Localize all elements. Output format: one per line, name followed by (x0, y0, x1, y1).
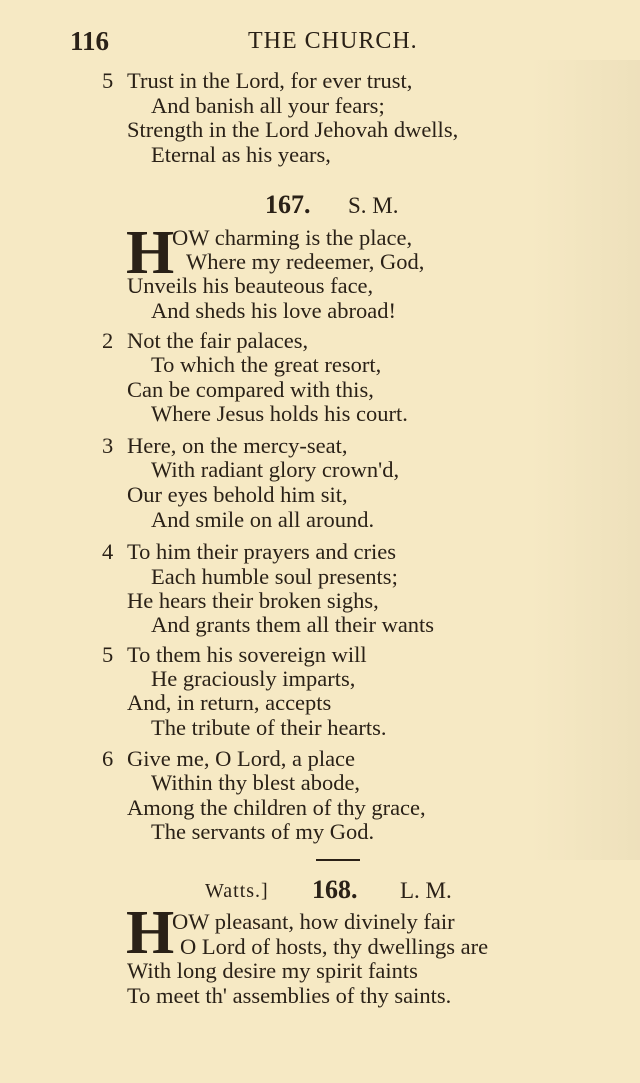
page-bleed-shadow (530, 60, 640, 860)
drop-cap: H (126, 899, 175, 967)
verse-line: And banish all your fears; (151, 93, 385, 118)
drop-cap: H (126, 219, 175, 287)
verse-line: OW charming is the place, (172, 225, 413, 250)
verse-line: Here, on the mercy-seat, (127, 433, 348, 458)
hymn-number: 168. (312, 875, 358, 904)
verse-line: Within thy blest abode, (151, 770, 361, 795)
verse-line: With long desire my spirit faints (127, 958, 418, 983)
verse-line: And, in return, accepts (127, 690, 332, 715)
verse-line: Where Jesus holds his court. (151, 401, 408, 426)
verse-line: The servants of my God. (151, 819, 375, 844)
verse-line: Strength in the Lord Jehovah dwells, (127, 117, 459, 142)
verse-line: Among the children of thy grace, (127, 795, 426, 820)
verse-line: And smile on all around. (151, 507, 375, 532)
verse-line: To meet th' assemblies of thy saints. (127, 983, 452, 1008)
verse-line: Give me, O Lord, a place (127, 746, 356, 771)
section-divider (316, 859, 360, 861)
verse-number: 6 (102, 746, 114, 771)
verse-line: Our eyes behold him sit, (127, 482, 348, 507)
hymn-meter: L. M. (400, 878, 452, 903)
verse-line: With radiant glory crown'd, (151, 457, 400, 482)
hymn-meter: S. M. (348, 193, 399, 218)
verse-line: Can be compared with this, (127, 377, 374, 402)
verse-line: And sheds his love abroad! (151, 298, 396, 323)
verse-line: To which the great resort, (151, 352, 382, 377)
verse-line: He graciously imparts, (151, 666, 356, 691)
verse-number: 2 (102, 328, 114, 353)
verse-line: And grants them all their wants (151, 612, 435, 637)
verse-number: 4 (102, 539, 114, 564)
verse-number: 5 (102, 68, 114, 93)
verse-line: He hears their broken sighs, (127, 588, 379, 613)
verse-line: Not the fair palaces, (127, 328, 309, 353)
verse-line: The tribute of their hearts. (151, 715, 387, 740)
verse-line: To him their prayers and cries (127, 539, 396, 564)
verse-line: Where my redeemer, God, (186, 249, 425, 274)
running-title: THE CHURCH. (248, 28, 418, 54)
verse-number: 3 (102, 433, 114, 458)
page-number: 116 (70, 26, 110, 56)
verse-line: To them his sovereign will (127, 642, 367, 667)
verse-line: Each humble soul presents; (151, 564, 398, 589)
verse-line: Trust in the Lord, for ever trust, (127, 68, 413, 93)
running-header (70, 26, 570, 60)
verse-line: Unveils his beauteous face, (127, 273, 374, 298)
hymn-author: Watts.] (205, 880, 269, 902)
verse-number: 5 (102, 642, 114, 667)
hymn-number: 167. (265, 190, 311, 219)
verse-line: Eternal as his years, (151, 142, 331, 167)
verse-line: O Lord of hosts, thy dwellings are (180, 934, 489, 959)
verse-line: OW pleasant, how divinely fair (172, 909, 455, 934)
